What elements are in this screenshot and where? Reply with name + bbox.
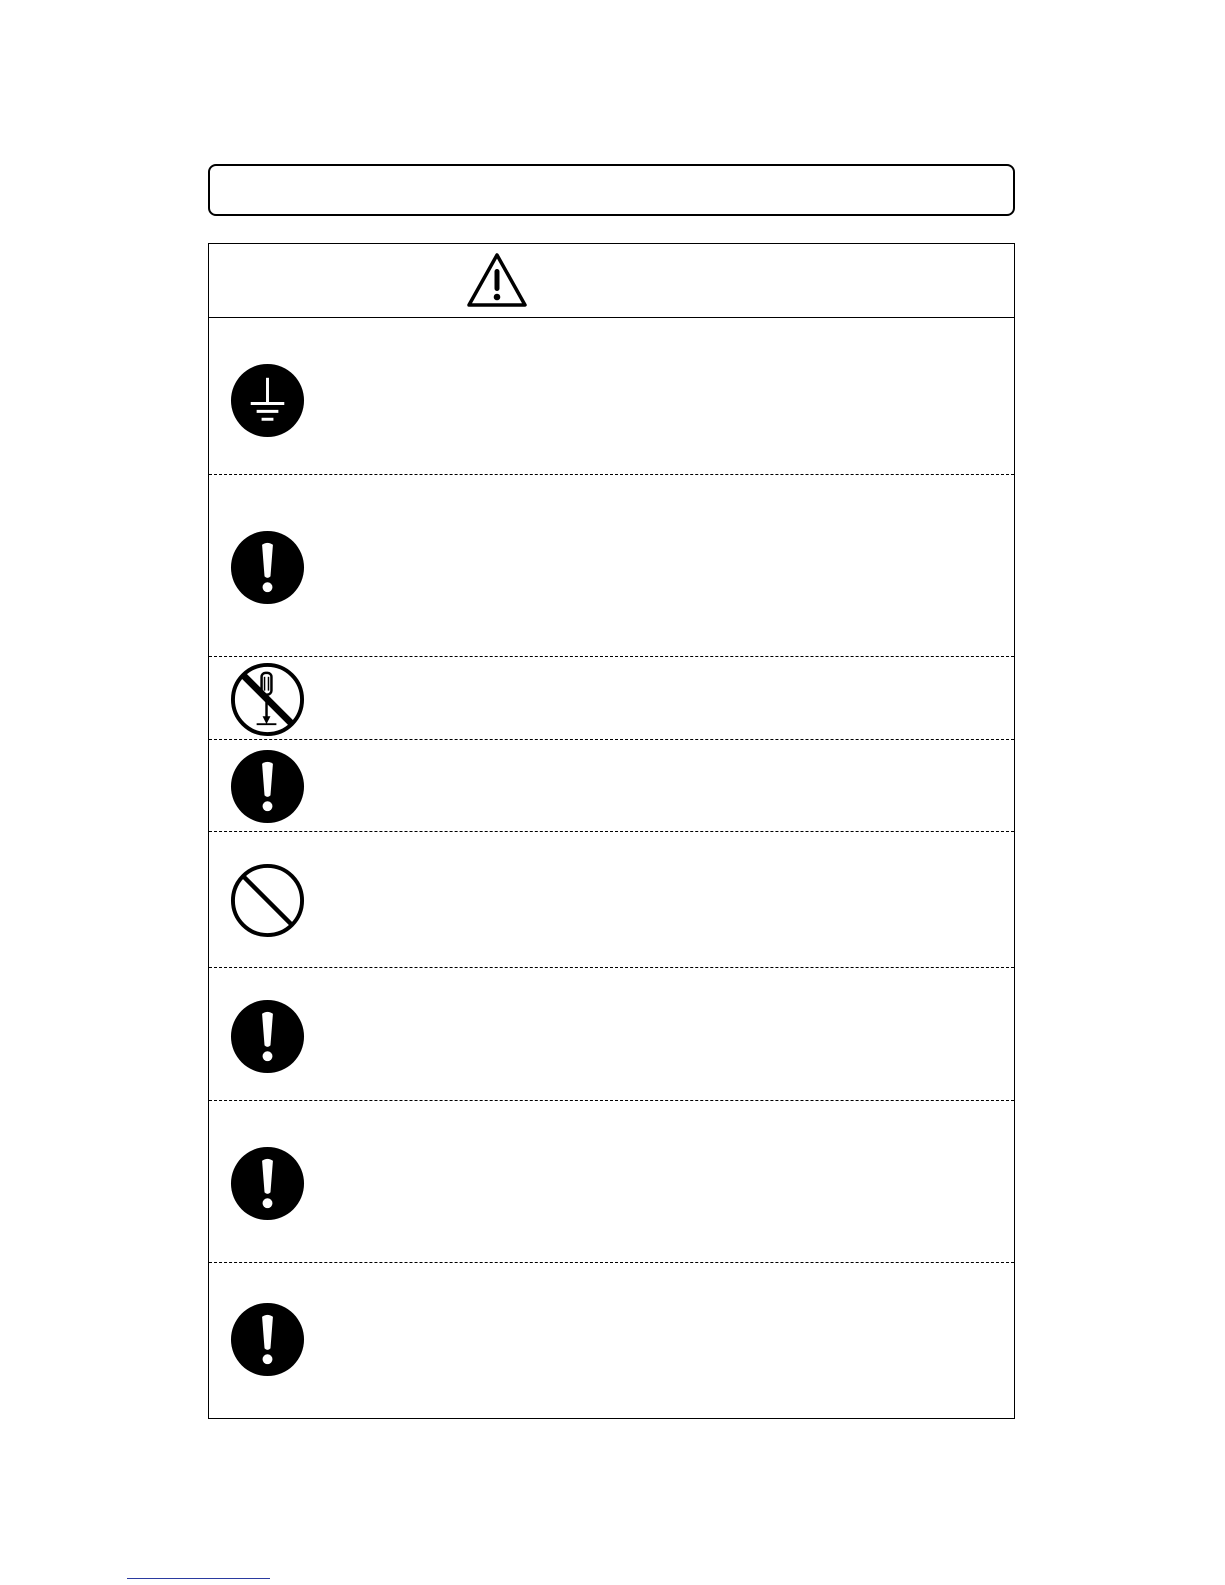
mandatory-icon bbox=[229, 748, 306, 825]
ground-icon bbox=[229, 362, 306, 439]
warning-row-6 bbox=[209, 968, 1014, 1101]
warning-row-4 bbox=[209, 740, 1014, 832]
warning-row-1 bbox=[209, 318, 1014, 475]
warning-row-8 bbox=[209, 1263, 1014, 1418]
footer-link-underline[interactable] bbox=[127, 1578, 270, 1579]
caution-triangle-icon bbox=[466, 252, 528, 308]
warning-row-3 bbox=[209, 657, 1014, 740]
mandatory-icon bbox=[229, 1145, 306, 1222]
warning-row-5 bbox=[209, 832, 1014, 968]
no-disassembly-icon bbox=[229, 661, 306, 738]
mandatory-icon bbox=[229, 1301, 306, 1378]
mandatory-icon bbox=[229, 529, 306, 606]
prohibition-icon bbox=[229, 862, 306, 939]
warning-row-7 bbox=[209, 1101, 1014, 1263]
warning-title-row bbox=[209, 244, 1014, 318]
header-box bbox=[208, 164, 1015, 216]
warning-table bbox=[208, 243, 1015, 1419]
mandatory-icon bbox=[229, 998, 306, 1075]
warning-row-2 bbox=[209, 475, 1014, 657]
